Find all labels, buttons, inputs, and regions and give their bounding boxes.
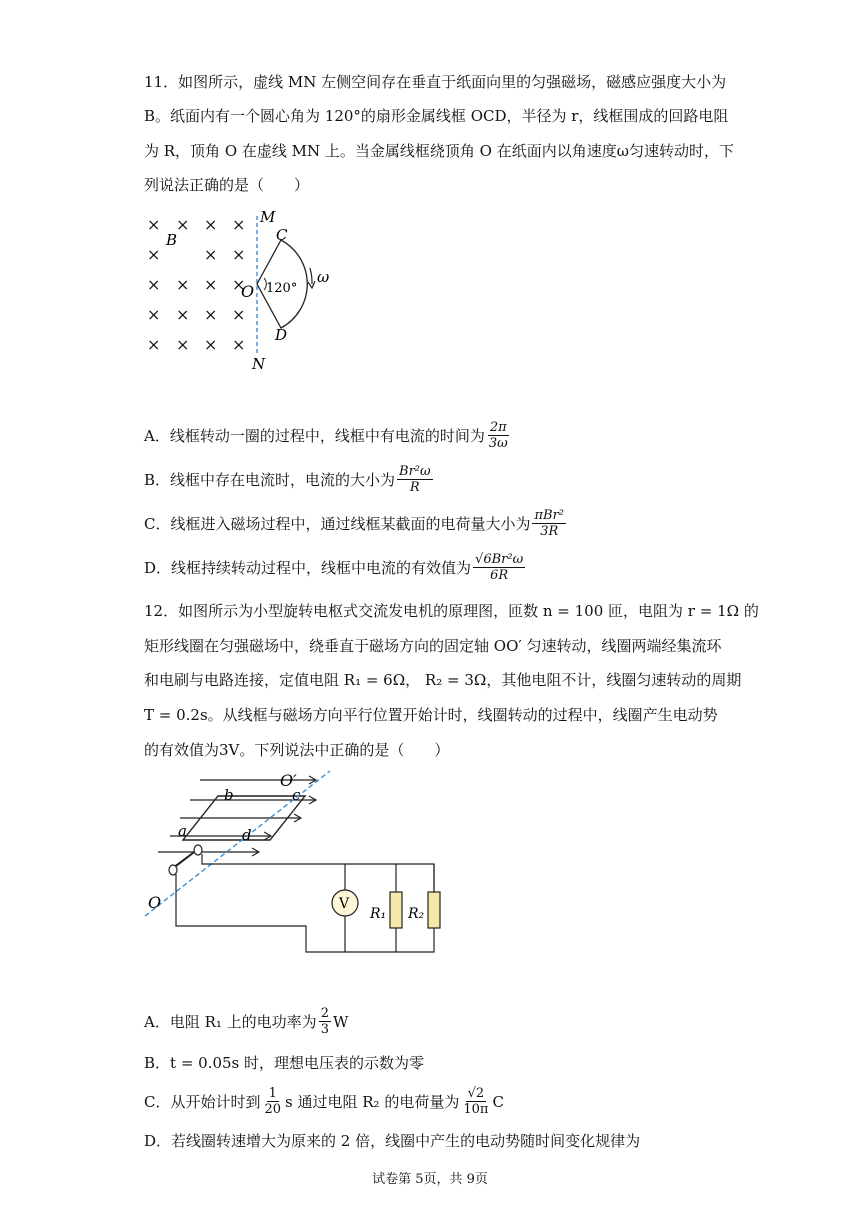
q12-option-b: B．t = 0.05s 时，理想电压表的示数为零 [144,1054,425,1072]
axis-oo [145,771,330,916]
label-b-coil: b [224,786,234,804]
label-n: N [252,355,266,373]
label-angle: 120° [266,281,298,296]
label-a-coil: a [178,822,187,840]
q11-line-4: 列说法正确的是（ ） [144,176,310,194]
slip-rings [169,845,202,875]
label-o: O [241,282,255,301]
label-d-coil: d [242,826,252,844]
svg-text:×: × [204,305,218,324]
label-d: D [275,326,288,344]
svg-text:×: × [176,305,190,324]
rotation-arrow [310,268,312,284]
q11-line-2: B。纸面内有一个圆心角为 120°的扇形金属线框 OCD，半径为 r，线框围成的回路电阻 [144,107,729,125]
q12-line-5: 的有效值为3V。下列说法中正确的是（ ） [144,741,450,759]
resistor-r2 [428,892,440,928]
page-footer: 试卷第 5页，共 9页 [372,1172,488,1187]
svg-text:×: × [204,245,218,264]
q12-option-a: A．电阻 R₁ 上的电功率为 $\frac{2}{3}$ W [144,1006,349,1037]
q12-line-1: 12．如图所示为小型旋转电枢式交流发电机的原理图，匝数 n = 100 匝，电阻为 r = 1Ω 的 [144,602,759,620]
svg-text:×: × [204,215,218,234]
label-c: C [276,226,288,244]
svg-text:×: × [204,275,218,294]
label-c-coil: c [292,786,301,804]
svg-text:×: × [147,335,161,354]
svg-text:×: × [232,335,246,354]
label-o-axis: O [148,893,162,912]
svg-text:×: × [147,275,161,294]
svg-text:×: × [147,245,161,264]
q12-option-d: D．若线圈转速增大为原来的 2 倍，线圈中产生的电动势随时间变化规律为 [144,1132,641,1150]
q11-line-3: 为 R，顶角 O 在虚线 MN 上。当金属线框绕顶角 O 在纸面内以角速度ω匀速转动时，下 [144,142,734,160]
svg-text:×: × [147,305,161,324]
q11-figure [140,206,340,376]
label-r2: R₂ [408,906,425,922]
q12-option-c: C．从开始计时到 $\frac{1}{20}$ s 通过电阻 R₂ 的电荷量为 $\frac{√2}{10\pi}$ C [144,1086,504,1117]
q11-option-d: D．线框持续转动过程中，线框中电流的有效值为 $\frac{\text{√6Br²ω}}{6R}$ [144,552,524,583]
svg-text:×: × [232,245,246,264]
q11-line-1: 11．如图所示，虚线 MN 左侧空间存在垂直于纸面向里的匀强磁场，磁感应强度大小为 [144,73,727,91]
svg-text:×: × [204,335,218,354]
q12-line-3: 和电刷与电路连接，定值电阻 R₁ = 6Ω， R₂ = 3Ω，其他电阻不计，线圈匀速转动的周期 [144,671,742,689]
svg-text:×: × [232,305,246,324]
q11-option-a: A．线框转动一圈的过程中，线框中有电流的时间为 $\frac{2\pi}{3\omega}$ [144,420,508,451]
resistor-r1 [390,892,402,928]
label-o-prime: O′ [280,771,297,790]
q12-line-4: T = 0.2s。从线框与磁场方向平行位置开始计时，线圈转动的过程中，线圈产生电动势 [144,706,718,724]
q11-option-c: C．线框进入磁场过程中，通过线框某截面的电荷量大小为 $\frac{\text{πBr²}}{3R}$ [144,508,565,539]
label-omega: ω [317,268,330,286]
magnetic-field-crosses [147,215,245,354]
svg-text:×: × [176,275,190,294]
label-r1: R₁ [370,906,387,922]
svg-text:×: × [147,215,161,234]
svg-text:×: × [232,275,246,294]
label-m: M [260,208,276,226]
svg-text:×: × [232,215,246,234]
q12-line-2: 矩形线圈在匀强磁场中，绕垂直于磁场方向的固定轴 OO′ 匀速转动，线圈两端经集流环 [144,637,722,655]
label-v: V [339,896,350,912]
svg-text:×: × [176,335,190,354]
svg-text:×: × [176,215,190,234]
q11-option-b: B．线框中存在电流时，电流的大小为 $\frac{\text{Br²ω}}{R}$ [144,464,431,495]
q12-figure [140,766,450,966]
label-b: B [166,231,178,249]
